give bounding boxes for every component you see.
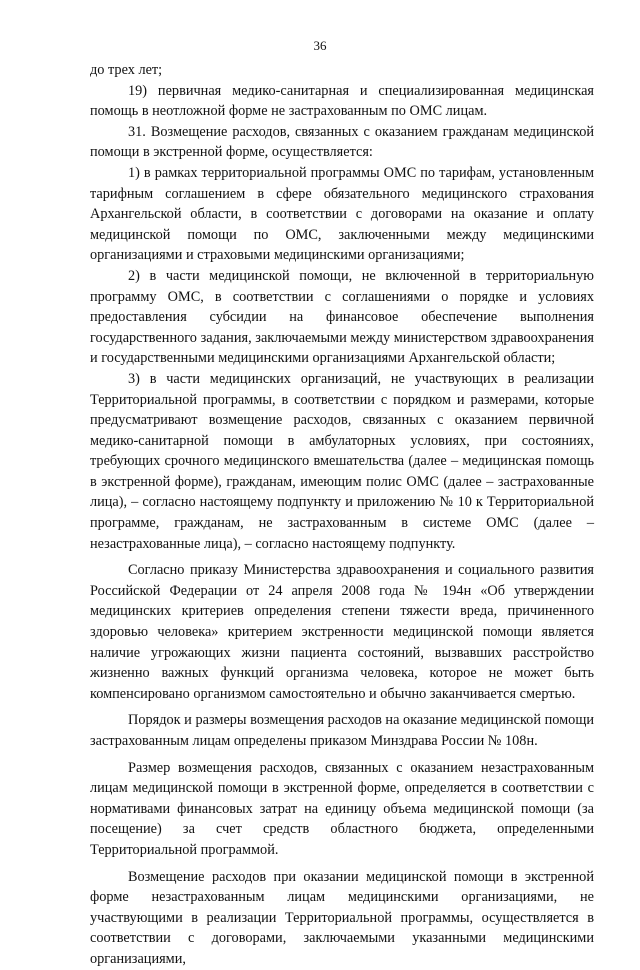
paragraph-reimbursement-size: Размер возмещения расходов, связанных с оказанием незастрахованным лицам медицинской помощи в экстренной форме, определяется в соответствии с нормативами финансовых затрат на единицу объема медицинской помощи (за посещение) за счет средств областного бюджета, определенными Территориальной программой. (90, 759, 594, 858)
paragraph-section-31: 31. Возмещение расходов, связанных с оказанием гражданам медицинской помощи в экстренной форме, осуществляется: (90, 123, 594, 161)
paragraph-subitem-1: 1) в рамках территориальной программы ОМС по тарифам, установленным тарифным соглашением в сфере обязательного медицинского страхования Архангельской области, в соответствии с договорами на оказание и оплату медицинской помощи по ОМС, заключенными между медицинскими организациями и страховыми медицинскими организациями; (90, 164, 594, 264)
paragraph-reimbursement-contracts: Возмещение расходов при оказании медицинской помощи в экстренной форме незастрахованным лицам медицинскими организациями, не участвующими в реализации Территориальной программы, осуществляется в соответствии с договорами, заключаемыми указанными медицинскими организациями, (90, 868, 594, 967)
paragraph-item-19: 19) первичная медико-санитарная и специализированная медицинская помощь в неотложной форме не застрахованным по ОМС лицам. (90, 82, 594, 120)
paragraph-subitem-2: 2) в части медицинской помощи, не включенной в территориальную программу ОМС, в соответствии с соглашениями о порядке и условиях предоставления субсидии на финансовое обеспечение выполнения государственного задания, заключаемыми между министерством здравоохранения и государственными медицинскими организациями Архангельской области; (90, 267, 594, 367)
paragraph-order-194n: Согласно приказу Министерства здравоохранения и социального развития Российской Федерации от 24 апреля 2008 года № 194н «Об утверждении медицинских критериев определения степени тяжести вреда, причиненного здоровью человека» критерием экстренности медицинской помощи является наличие угрожающих жизни пациента состояний, вызвавших расстройство жизненно важных функций организма человека, которое не может быть компенсировано организмом самостоятельно и обычно заканчивается смертью. (90, 562, 594, 702)
paragraph-subitem-3: 3) в части медицинских организаций, не участвующих в реализации Территориальной программы, в соответствии с порядком и размерами, которые предусматривают возмещение расходов, связанных с оказанием первичной медико-санитарной помощи в амбулаторных условиях, при состояниях, требующих срочного медицинского вмешательства (далее – медицинская помощь в экстренной форме), гражданам, имеющим полис ОМС (далее – застрахованные лица), – согласно настоящему подпункту и приложению № 10 к Территориальной программе, гражданам, не застрахованным в системе ОМС (далее – незастрахованные лица), – согласно настоящему подпункту. (90, 370, 594, 552)
paragraph-order-108n: Порядок и размеры возмещения расходов на оказание медицинской помощи застрахованным лицам определены приказом Минздрава России № 108н. (90, 712, 594, 749)
paragraph-continuation: до трех лет; (90, 62, 163, 78)
document-body (90, 60, 594, 970)
page-number: 36 (313, 38, 327, 53)
